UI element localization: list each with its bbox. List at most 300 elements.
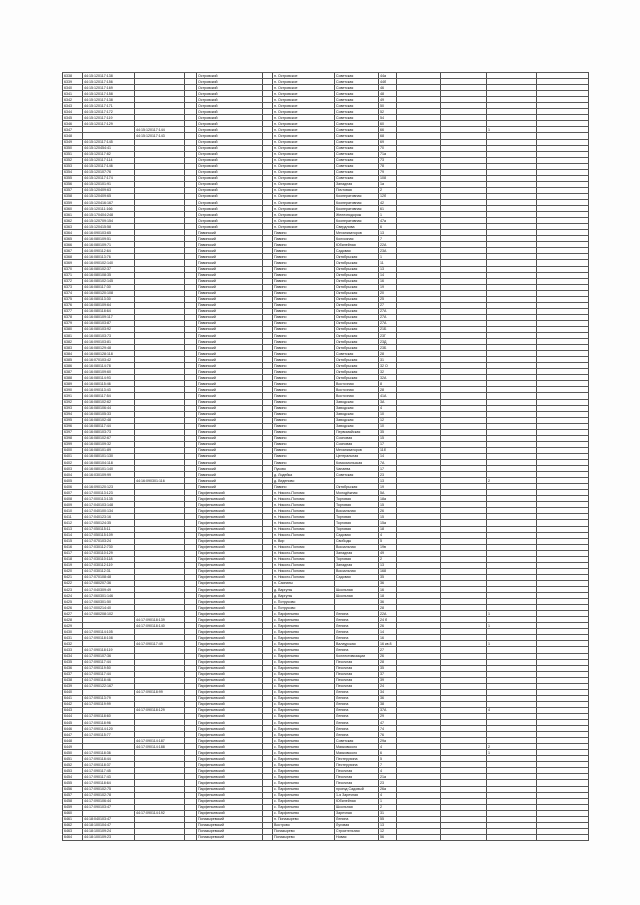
row-number: 6441 — [63, 695, 83, 701]
house-number: 12б — [379, 193, 397, 199]
street: Ленина — [335, 623, 379, 629]
cadastral-number: 44:17:090118:46 — [83, 677, 135, 683]
house-number: 16 — [379, 586, 397, 592]
district: Парфеньевский — [197, 689, 263, 695]
street: Советская — [335, 127, 379, 133]
settlement: с. Парфеньево — [273, 720, 335, 726]
street: Октябрьская — [335, 284, 379, 290]
district: Павинский — [197, 272, 263, 278]
cadastral-number: 44:16:080120:108 — [83, 290, 135, 296]
street: Школьная — [335, 804, 379, 810]
row-number: 6338 — [63, 73, 83, 79]
settlement: п. Николо-Поломя — [273, 502, 335, 508]
house-number: 13 — [379, 230, 397, 236]
row-number: 6436 — [63, 665, 83, 671]
cadastral-number: 44:17:030112:730 — [83, 544, 135, 550]
settlement: Павино — [273, 429, 335, 435]
cadastral-number: 44:17:090119:99 — [83, 701, 135, 707]
house-number: 28 — [379, 659, 397, 665]
row-number: 6454 — [63, 774, 83, 780]
district: Парфеньевский — [197, 586, 263, 592]
settlement: п. Саинаты — [273, 580, 335, 586]
district: Парфеньевский — [197, 580, 263, 586]
row-number: 6382 — [63, 339, 83, 345]
cadastral-number: 44:16:080129:48 — [83, 345, 135, 351]
settlement: с. Парфеньево — [273, 732, 335, 738]
district: Парфеньевский — [197, 677, 263, 683]
cadastral-number: 44:15:120409:63 — [83, 187, 135, 193]
row-number: 6433 — [63, 647, 83, 653]
row-number: 6352 — [63, 157, 83, 163]
row-number: 6448 — [63, 738, 83, 744]
street: Почтовая — [335, 187, 379, 193]
row-number: 6416 — [63, 544, 83, 550]
house-number: 10 — [379, 423, 397, 429]
settlement: п. Островское — [273, 151, 335, 157]
street: Песочная — [335, 677, 379, 683]
note: 4 — [487, 707, 537, 713]
street: Советская — [335, 73, 379, 79]
row-number: 6345 — [63, 115, 83, 121]
street: Советская — [335, 169, 379, 175]
row-number: 6350 — [63, 145, 83, 151]
row-number: 6348 — [63, 133, 83, 139]
house-number: 28 — [379, 387, 397, 393]
cadastral-number: 44:16:080109:32 — [83, 441, 135, 447]
street: Октябрьская — [335, 363, 379, 369]
house-number: 2 — [379, 187, 397, 193]
row-number: 6430 — [63, 629, 83, 635]
settlement: с. Парфеньево — [273, 689, 335, 695]
cadastral-number: 44:17:090114:120 — [83, 726, 135, 732]
house-number: 11 — [379, 260, 397, 266]
cadastral-number: 44:15:120117:156 — [83, 79, 135, 85]
street: Ленина — [335, 816, 379, 822]
district: Островский — [197, 212, 263, 218]
house-number: 4 — [379, 405, 397, 411]
district: Павинский — [197, 333, 263, 339]
district: Павинский — [197, 435, 263, 441]
cadastral-number: 44:17:030110:129 — [83, 550, 135, 556]
street: Ленина — [335, 617, 379, 623]
cadastral-number: 44:16:080103:92 — [83, 326, 135, 332]
cadastral-number: 44:15:120117:171 — [83, 103, 135, 109]
settlement: с. Парфеньево — [273, 641, 335, 647]
row-number: 6406 — [63, 484, 83, 490]
house-number: 2 — [379, 804, 397, 810]
settlement: п. Островское — [273, 199, 335, 205]
row-number: 6359 — [63, 199, 83, 205]
settlement: с. Парфеньево — [273, 810, 335, 816]
street: Молодёжная — [335, 490, 379, 496]
street: Октябрьская — [335, 369, 379, 375]
row-number: 6372 — [63, 278, 83, 284]
district: Павинский — [197, 460, 263, 466]
cadastral-number-alt: 44:15:120117:143 — [135, 133, 185, 139]
house-number: 23 — [379, 472, 397, 478]
street: Чапаева — [335, 466, 379, 472]
house-number: 61 — [379, 206, 397, 212]
house-number: 31 — [379, 810, 397, 816]
street: Валаурская — [335, 641, 379, 647]
row-number: 6446 — [63, 726, 83, 732]
settlement: Павино — [273, 333, 335, 339]
cadastral-number: 44:17:090118:36 — [83, 750, 135, 756]
street: Восточная — [335, 387, 379, 393]
house-number: 39 — [379, 677, 397, 683]
house-number: 27 — [379, 302, 397, 308]
empty-cell — [397, 834, 441, 840]
settlement: п. Николо-Поломя — [273, 562, 335, 568]
house-number: 26 — [379, 623, 397, 629]
cadastral-number: 44:15:170404:248 — [83, 212, 135, 218]
row-number: 6423 — [63, 586, 83, 592]
settlement: п. Островское — [273, 79, 335, 85]
house-number: 12 — [379, 828, 397, 834]
district: Павинский — [197, 447, 263, 453]
house-number: 1 — [379, 212, 397, 218]
cadastral-number: 44:15:120111:166 — [83, 206, 135, 212]
district: Парфеньевский — [197, 653, 263, 659]
street: Советская — [335, 133, 379, 139]
cadastral-number: 44:17:030110:118 — [83, 556, 135, 562]
cadastral-number: 44:15:120709:154 — [83, 218, 135, 224]
settlement: Павино — [273, 254, 335, 260]
street: Торговая — [335, 526, 379, 532]
settlement: п. Островское — [273, 193, 335, 199]
street: Механизаторов — [335, 230, 379, 236]
row-number: 6368 — [63, 254, 83, 260]
row-number: 6374 — [63, 290, 83, 296]
district: Парфеньевский — [197, 641, 263, 647]
district: Павинский — [197, 423, 263, 429]
cadastral-number: 44:16:080114:93 — [83, 375, 135, 381]
row-number: 6458 — [63, 798, 83, 804]
cadastral-number: 44:16:080109:60 — [83, 369, 135, 375]
district: Павинский — [197, 411, 263, 417]
settlement: Павино — [273, 381, 335, 387]
house-number: 7 — [379, 236, 397, 242]
cadastral-number: 44:15:120117:169 — [83, 85, 135, 91]
house-number: 26а — [379, 786, 397, 792]
settlement: Павино — [273, 417, 335, 423]
street: Маяковского — [335, 750, 379, 756]
street: Вокзальная — [335, 568, 379, 574]
row-number: 6462 — [63, 822, 83, 828]
district: Павинский — [197, 351, 263, 357]
street: Советская — [335, 157, 379, 163]
cadastral-number: 44:16:090112:64 — [83, 248, 135, 254]
street: Ленина — [335, 647, 379, 653]
settlement: с. Парфеньево — [273, 726, 335, 732]
cadastral-number: 44:17:090117:45 — [83, 768, 135, 774]
district: Парфеньевский — [197, 756, 263, 762]
district: Парфеньевский — [197, 780, 263, 786]
row-number: 6431 — [63, 635, 83, 641]
row-number: 6453 — [63, 768, 83, 774]
settlement: Павино — [273, 484, 335, 490]
street: Октябрьская — [335, 302, 379, 308]
house-number: 73 — [379, 157, 397, 163]
house-number: 31 — [379, 357, 397, 363]
house-number: 23 — [379, 780, 397, 786]
street: Вокзальная — [335, 544, 379, 550]
row-number: 6400 — [63, 447, 83, 453]
cadastral-number: 44:16:080104:118 — [83, 460, 135, 466]
district: Парфеньевский — [197, 605, 263, 611]
settlement: Павино — [273, 393, 335, 399]
cadastral-number: 44:16:080109:64 — [83, 302, 135, 308]
settlement: Павино — [273, 423, 335, 429]
settlement: Павино — [273, 266, 335, 272]
cadastral-number: 44:17:090118:64 — [83, 780, 135, 786]
row-number: 6434 — [63, 653, 83, 659]
settlement: с. Парфеньево — [273, 671, 335, 677]
cadastral-number-alt: 44:17:090118:99 — [135, 689, 185, 695]
street: Песочная — [335, 659, 379, 665]
district: Островский — [197, 169, 263, 175]
house-number: 6 — [379, 224, 397, 230]
house-number: 21Б — [379, 326, 397, 332]
district: Островский — [197, 121, 263, 127]
district: Островский — [197, 187, 263, 193]
district: Поназыревский — [197, 834, 263, 840]
district: Островский — [197, 97, 263, 103]
cadastral-number: 44:17:050115:11 — [83, 526, 135, 532]
settlement: Павино — [273, 351, 335, 357]
row-number: 6395 — [63, 417, 83, 423]
row-number: 6384 — [63, 351, 83, 357]
district: Павинский — [197, 478, 263, 484]
settlement: с. Парфеньево — [273, 701, 335, 707]
district: Парфеньевский — [197, 720, 263, 726]
settlement: с. Парфеньево — [273, 659, 335, 665]
district: Павинский — [197, 278, 263, 284]
district: Павинский — [197, 405, 263, 411]
settlement: с. Парфеньево — [273, 786, 335, 792]
street: Ленина — [335, 629, 379, 635]
street: Октябрьская — [335, 326, 379, 332]
district: Поназыревский — [197, 828, 263, 834]
street: Советская — [335, 115, 379, 121]
settlement: с. Парфеньево — [273, 756, 335, 762]
street: Свободы — [335, 538, 379, 544]
settlement: Вострово — [273, 822, 335, 828]
street: Маяковского — [335, 744, 379, 750]
row-number: 6346 — [63, 121, 83, 127]
settlement: Павино — [273, 236, 335, 242]
cadastral-number: 44:17:090106:44 — [83, 798, 135, 804]
cadastral-number-alt: 44:16:090301:116 — [135, 478, 185, 484]
settlement: Павино — [273, 460, 335, 466]
cadastral-number: 44:17:080208:102 — [83, 611, 135, 617]
street: Советская — [335, 163, 379, 169]
street: Октябрьская — [335, 320, 379, 326]
street: Советская — [335, 103, 379, 109]
row-number: 6451 — [63, 756, 83, 762]
house-number: 6 — [379, 750, 397, 756]
cadastral-number: 44:16:090102:140 — [83, 260, 135, 266]
street: Октябрьская — [335, 296, 379, 302]
house-number: 18 — [379, 526, 397, 532]
cadastral-number: 44:17:090118:37 — [83, 762, 135, 768]
note: 1 — [487, 750, 537, 756]
row-number: 6459 — [63, 804, 83, 810]
settlement: п. Островское — [273, 115, 335, 121]
cadastral-number: 44:16:080102:145 — [83, 278, 135, 284]
street: Октябрьская — [335, 260, 379, 266]
district: Павинский — [197, 230, 263, 236]
street: Октябрьская — [335, 484, 379, 490]
settlement: с. Парфеньево — [273, 707, 335, 713]
cadastral-number: 44:16:080103:87 — [83, 320, 135, 326]
cadastral-number: 44:18:100104:47 — [83, 822, 135, 828]
district: Парфеньевский — [197, 490, 263, 496]
cadastral-number: 44:17:090118:96 — [83, 720, 135, 726]
house-number: 54 — [379, 115, 397, 121]
row-number: 6411 — [63, 514, 83, 520]
row-number: 6383 — [63, 345, 83, 351]
cadastral-number: 44:17:070103:24 — [83, 538, 135, 544]
cadastral-number: 44:15:120117:138 — [83, 73, 135, 79]
cadastral-number-alt — [135, 834, 185, 840]
house-number: 32 — [379, 369, 397, 375]
cadastral-number: 44:16:080115:46 — [83, 381, 135, 387]
row-number: 6417 — [63, 550, 83, 556]
district: Павинский — [197, 308, 263, 314]
row-number: 6445 — [63, 720, 83, 726]
district: Павинский — [197, 453, 263, 459]
row-number: 6373 — [63, 284, 83, 290]
register-table-body — [63, 73, 589, 841]
house-number: 20 — [379, 290, 397, 296]
row-number: 6387 — [63, 369, 83, 375]
street: Торговая — [335, 556, 379, 562]
settlement: Павино — [273, 302, 335, 308]
row-number: 6342 — [63, 97, 83, 103]
district: Павинский — [197, 417, 263, 423]
note: 1 — [487, 611, 537, 617]
row-number: 6366 — [63, 242, 83, 248]
cadastral-number: 44:17:040100:134 — [83, 508, 135, 514]
settlement: п. Островское — [273, 218, 335, 224]
cadastral-number: 44:17:090118:44 — [83, 756, 135, 762]
house-number: 42 — [379, 199, 397, 205]
house-number: 1 — [379, 798, 397, 804]
row-number: 6403 — [63, 466, 83, 472]
district: Островский — [197, 91, 263, 97]
district: Павинский — [197, 357, 263, 363]
street: Юбилейная — [335, 242, 379, 248]
district: Павинский — [197, 484, 263, 490]
street: Октябрьская — [335, 308, 379, 314]
settlement: с. Парфеньево — [273, 653, 335, 659]
cadastral-number: 44:17:000113:123 — [83, 490, 135, 496]
street: Советская — [335, 145, 379, 151]
row-number: 6455 — [63, 780, 83, 786]
row-number: 6452 — [63, 762, 83, 768]
street: Песочная — [335, 780, 379, 786]
street: Свердлова — [335, 224, 379, 230]
district: Парфеньевский — [197, 562, 263, 568]
cadastral-number: 44:16:090113:43 — [83, 387, 135, 393]
street: Советская — [335, 85, 379, 91]
house-number: 4 — [379, 532, 397, 538]
street: Октябрьская — [335, 278, 379, 284]
row-number: 6450 — [63, 750, 83, 756]
house-number: 71а — [379, 151, 397, 157]
district: Павинский — [197, 314, 263, 320]
house-number: 27А — [379, 314, 397, 320]
settlement: п. Николо-Поломя — [273, 508, 335, 514]
house-number: 21а — [379, 774, 397, 780]
row-number: 6409 — [63, 502, 83, 508]
cadastral-number: 44:16:080102:48 — [83, 417, 135, 423]
street: Западная — [335, 550, 379, 556]
house-number: 16 кв 8 — [379, 641, 397, 647]
district: Парфеньевский — [197, 526, 263, 532]
street: Ленина — [335, 726, 379, 732]
row-number: 6405 — [63, 478, 83, 484]
district: Павинский — [197, 381, 263, 387]
settlement: с. Парфеньево — [273, 677, 335, 683]
district: Парфеньевский — [197, 611, 263, 617]
row-number: 6437 — [63, 671, 83, 677]
cadastral-number: 44:16:030109:99 — [83, 472, 135, 478]
row-number: 6439 — [63, 683, 83, 689]
district: Парфеньевский — [197, 786, 263, 792]
street: Октябрьская — [335, 375, 379, 381]
row-number: 6379 — [63, 320, 83, 326]
street: Железнодорож — [335, 212, 379, 218]
row-number: 6410 — [63, 508, 83, 514]
cadastral-number: 44:17:090117:44 — [83, 671, 135, 677]
settlement: п. Николо-Поломя — [273, 496, 335, 502]
cadastral-number: 44:16:090103:65 — [83, 230, 135, 236]
house-number: 48 — [379, 91, 397, 97]
cadastral-number: 44:17:000214:40 — [83, 605, 135, 611]
cadastral-number: 44:15:120454:41 — [83, 145, 135, 151]
cadastral-number: 44:15:120101:91 — [83, 181, 135, 187]
settlement: Павино — [273, 345, 335, 351]
row-number: 6386 — [63, 363, 83, 369]
street: Садовая — [335, 532, 379, 538]
street: Луговая — [335, 822, 379, 828]
cadastral-number: 44:16:080114:78 — [83, 363, 135, 369]
district: Островский — [197, 115, 263, 121]
settlement: с. Парфеньево — [273, 623, 335, 629]
cadastral-number: 44:17:090117:43 — [83, 774, 135, 780]
row-number: 6376 — [63, 302, 83, 308]
street: Советская — [335, 351, 379, 357]
settlement: с. Парфеньево — [273, 798, 335, 804]
cadastral-number: 44:15:120107:76 — [83, 169, 135, 175]
settlement: п. Николо-Поломя — [273, 520, 335, 526]
row-number: 6356 — [63, 181, 83, 187]
row-number: 6377 — [63, 308, 83, 314]
street: 1-я Заречная — [335, 792, 379, 798]
district: Островский — [197, 103, 263, 109]
row-number: 6461 — [63, 816, 83, 822]
row-number: 6390 — [63, 387, 83, 393]
district: Парфеньевский — [197, 671, 263, 677]
empty-cell — [185, 834, 197, 840]
settlement: п. Островское — [273, 133, 335, 139]
row-number: 6341 — [63, 91, 83, 97]
district: Павинский — [197, 248, 263, 254]
cadastral-number: 44:16:070103:42 — [83, 357, 135, 363]
cadastral-number: 44:15:120117:129 — [83, 121, 135, 127]
